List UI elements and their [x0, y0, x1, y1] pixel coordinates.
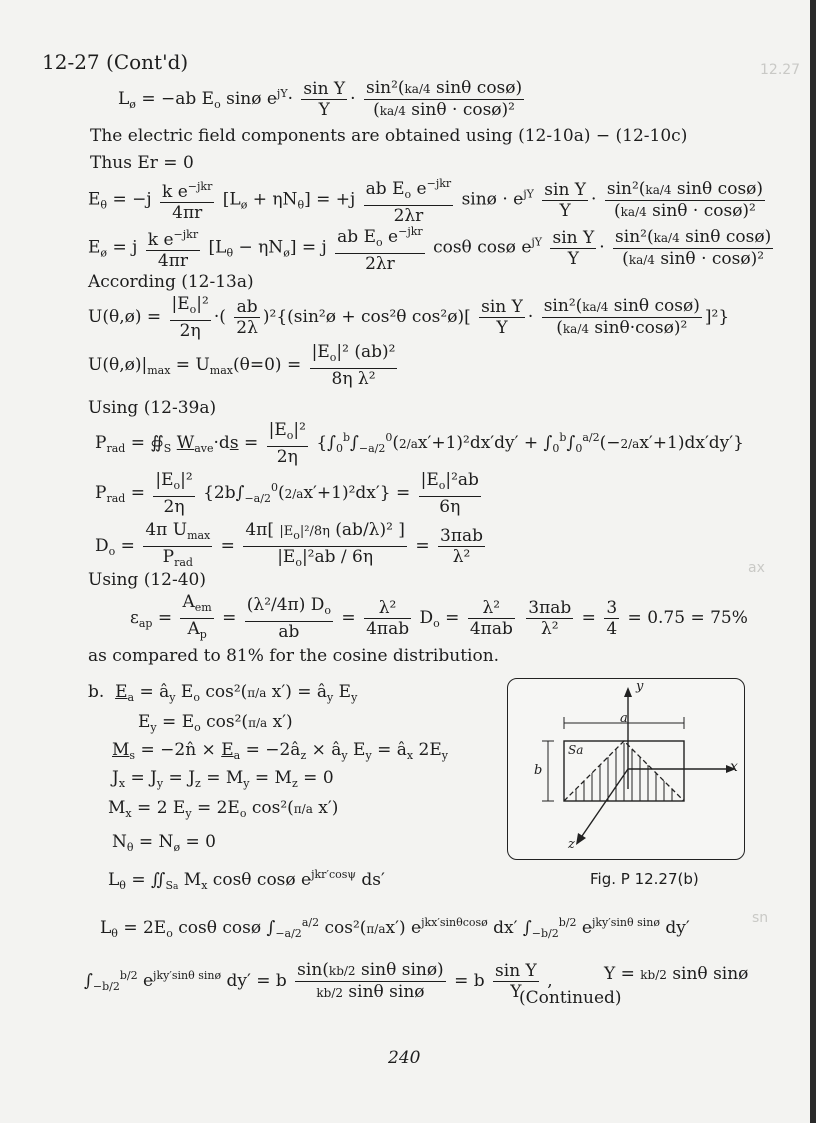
axis-label-z: z — [568, 837, 575, 852]
text-according: According (12-13a) — [88, 272, 254, 292]
aperture-diagram — [508, 679, 744, 859]
page-number: 240 — [388, 1048, 421, 1068]
dimension-label-a: a — [620, 711, 628, 726]
equation-b-ea: b. $E_a$ = $â_y$ $E_o$ cos²(π/a $x') = â_y$ $E_y$ — [88, 682, 358, 704]
equation-b-n: $N_\theta = N_ø = 0$ — [112, 832, 216, 854]
equation-e-theta: $E_\theta = -j$ $\frac{k e^{-jkr}}{4\pi r}$ $[L_ø + \eta N_\theta] = +j$ $\frac{ab E_o e^{-jkr}}{2\lambda r}$ sinø · $e^{jY}$ $\frac{\text{sin Y}}{Y}$ · $\frac{\text{sin²(ka/4 sinθ cosø)}}{\text{(ka/4 sinθ · cosø)²}}$ — [88, 174, 748, 226]
dimension-label-b: b — [534, 763, 543, 778]
equation-aperture-efficiency: $\varepsilon_{ap}$ = $\frac{A_{em}}{A_p}$ = $\frac{(\lambda^2/4\pi) D_o}{ab}$ = $\frac{\text{λ²}}{\text{4πab}}$ $D_o$ = $\frac{\text{λ²}}{\text{4πab}}$ $\frac{\text{3πab}}{\text{λ²}}$ = $\frac{3}{4}$ = 0.75 = 75% — [130, 592, 748, 642]
equation-radiation-intensity: U(θ,ø) = $\frac{|E_o|^2}{2\eta}$ ·( $\frac{ab}{2\lambda}$ )²{(sin²ø + cos²θ cos²ø)[ $\frac{\text{sin Y}}{Y}$ · $\frac{\text{sin²(ka/4 sinθ cosø)}}{\text{(ka/4 sinθ·cosø)²}}$ ]²} — [88, 294, 730, 341]
equation-prad-result: $P_{rad}$ = $\frac{|E_o|^2}{2\eta}$ $\{2b\int_{-a/2}^0(2/ax'+1)^2dx'\}$ = $\frac{|E_o|^2ab}{6\eta}$ — [95, 470, 479, 517]
text-compared: as compared to 81% for the cosine distribution. — [88, 646, 500, 666]
equation-b-ms: $M_s$ = −2n̂ × $E_a$ = $-2â_z$ × $â_y$ $E_y$ = $â_x$ $2E_y$ — [112, 740, 448, 762]
aperture-label-sa: Sa — [568, 743, 584, 757]
text-electric-field: The electric field components are obtained using (12-10a) − (12-10c) — [90, 126, 688, 146]
axis-label-y: y — [636, 679, 644, 694]
equation-b-ey: $E_y = E_o$ cos²(π/a x′) — [138, 712, 293, 734]
equation-prad-integral: $P_{rad}$ = $∯_S$ $W_{ave}\cdot ds$ = $\frac{|E_o|^2}{2\eta}$ $\{\int_0^b\int_{-a/2}^0(2/ax'+1)^2dx'dy' + \int_0^b\int_0^{a/2}(-2/ax'+1)dx'dy'\}$ — [95, 420, 744, 467]
equation-b-ltheta: $L_\theta$ = $∬_{Sa}$ $M_x$ cosθ cosø $e^{jkr'cos\psi}$ ds′ — [108, 868, 385, 892]
equation-l-phi: $L_ø = -ab$ $E_o$ sinø $e^{jY}\cdot$ $\frac{\text{sin Y}}{Y}$ · $\frac{\text{sin²(ka/4 sinθ cosø)}}{\text{(ka/4 sinθ · cosø)²}}$ — [118, 78, 523, 120]
text-thus-er: Thus Er = 0 — [90, 153, 194, 173]
figure-caption: Fig. P 12.27(b) — [590, 870, 699, 888]
equation-b-y-def: Y = kb/2 sinθ sinø — [604, 964, 749, 984]
text-using-39a: Using (12-39a) — [88, 398, 217, 418]
equation-b-y-integral: $\int_{-b/2}^{b/2}$ $e^{jky'sin\theta sinø}$ dy′ = b $\frac{\text{sin(kb/2 sinθ sinø)}}{\text{kb/2 sinθ sinø}}$ = b $\frac{\text{sin Y}}{Y}$ , — [84, 960, 553, 1002]
equation-e-phi: $E_ø = j$ $\frac{k e^{-jkr}}{4\pi r}$ $[L_\theta - \eta N_ø] = j$ $\frac{ab E_o e^{-jkr}}{2\lambda r}$ cosθ cosø $e^{jY}$ $\frac{\text{sin Y}}{Y}$ · $\frac{\text{sin²(ka/4 sinθ cosø)}}{\text{(ka/4 sinθ · cosø)²}}$ — [88, 222, 748, 274]
equation-b-ltheta-expanded: $L_\theta = 2E_o$ cosθ cosø $\int_{-a/2}^{a/2}$ cos²(π/ax′) $e^{jkx'sin\theta cosø}$ dx′ $\int_{-b/2}^{b/2}$ $e^{jky'sin\theta sinø}$ dy′ — [100, 916, 690, 940]
equation-u-max: $U(\theta,ø)|_{max} = U_{max}(\theta=0)$ = $\frac{|E_o|^2 (ab)^2}{\text{8η λ²}}$ — [88, 342, 396, 389]
equation-directivity: $D_o$ = $\frac{4\pi U_{max}}{P_{rad}}$ = $\frac{4\pi[ |E_o|^2/8\eta (ab/\lambda)^2 ]}{|E_o|^2ab / 6\eta}$ = $\frac{\text{3πab}}{\text{λ²}}$ — [95, 520, 484, 569]
continued-note: (Continued) — [519, 988, 622, 1008]
equation-b-mx: $M_x = 2$ $E_y = 2E_o$ cos²(π/a x′) — [108, 798, 339, 820]
figure-box — [507, 678, 745, 860]
problem-header: 12-27 (Cont'd) — [42, 50, 189, 74]
equation-b-j: $J_x = J_y = J_z = M_y = M_z = 0$ — [112, 768, 334, 790]
axis-label-x: x — [730, 759, 738, 775]
text-using-40: Using (12-40) — [88, 570, 206, 590]
bleed-through-text: ax — [748, 560, 765, 576]
bleed-through-text: 12.27 — [760, 62, 801, 78]
bleed-through-text: sn — [752, 910, 769, 926]
